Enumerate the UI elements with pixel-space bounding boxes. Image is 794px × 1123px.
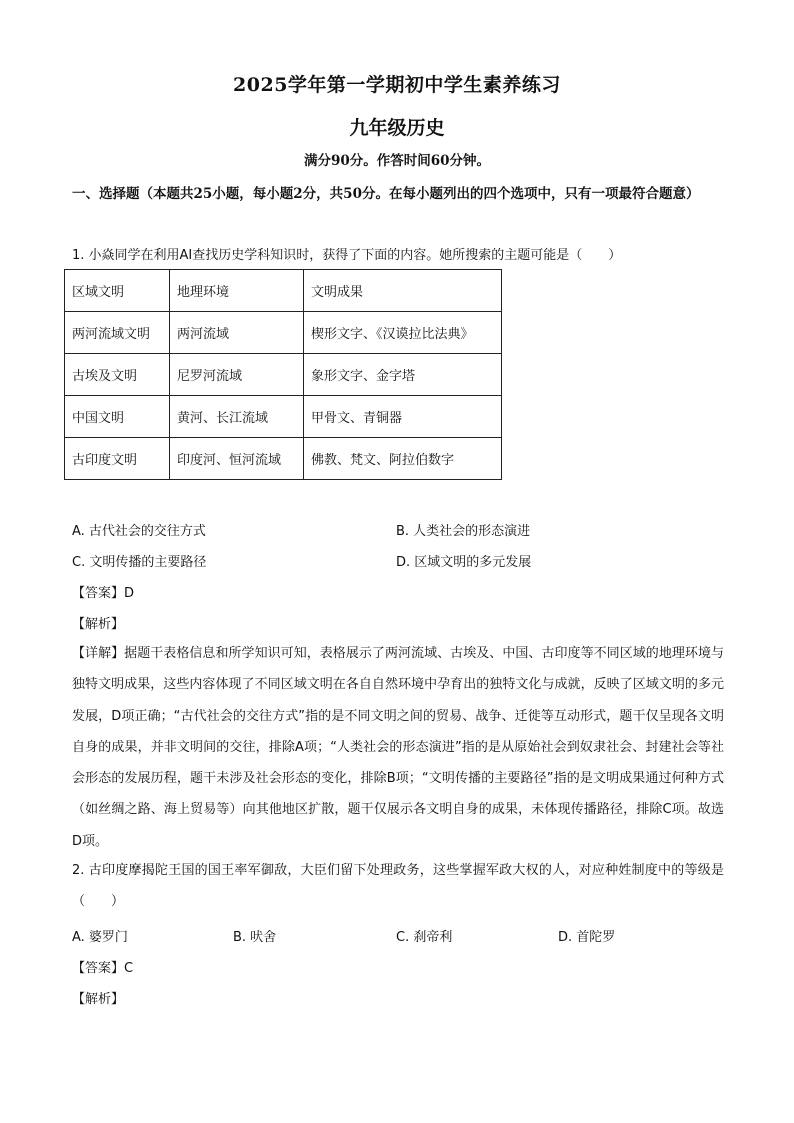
question-2-stem: 2. 古印度摩揭陀王国的国王率军御敌，大臣们留下处理政务，这些掌握军政大权的人，对应种姓制度中的等级是（ ）: [72, 863, 724, 910]
q2-option-b: B. 吠舍: [233, 930, 277, 945]
civilization-table: [64, 269, 502, 480]
table-cell: 中国文明: [65, 396, 170, 438]
q2-option-a: A. 婆罗门: [72, 930, 128, 945]
table-cell: 甲骨文、青铜器: [304, 396, 502, 438]
q1-option-d: D. 区域文明的多元发展: [396, 555, 532, 570]
q1-option-b: B. 人类社会的形态演进: [396, 524, 531, 539]
question-1-stem: 1. 小焱同学在利用AI查找历史学科知识时，获得了下面的内容。她所搜索的主题可能是（ ）: [72, 248, 622, 263]
q2-option-c: C. 刹帝利: [396, 930, 453, 945]
table-cell: 象形文字、金字塔: [304, 354, 502, 396]
table-row: [65, 438, 502, 480]
table-header-cell: 文明成果: [304, 270, 502, 312]
subject-title: 九年级历史: [349, 117, 445, 139]
table-cell: 两河流域文明: [65, 312, 170, 354]
table-cell: 佛教、梵文、阿拉伯数字: [304, 438, 502, 480]
table-header-cell: 区域文明: [65, 270, 170, 312]
table-cell: 古埃及文明: [65, 354, 170, 396]
q2-answer: 【答案】C: [72, 961, 134, 976]
q1-answer: 【答案】D: [72, 586, 135, 601]
table-row: [65, 396, 502, 438]
q2-analysis-label: 【解析】: [72, 992, 125, 1007]
table-cell: 黄河、长江流域: [170, 396, 304, 438]
table-row: [65, 312, 502, 354]
q1-option-a: A. 古代社会的交往方式: [72, 524, 206, 539]
q1-explanation: 【详解】据题干表格信息和所学知识可知，表格展示了两河流域、古埃及、中国、古印度等不同区域的地理环境与独特文明成果，这些内容体现了不同区域文明在各自自然环境中孕育出的独特文化与成就，反映了区域文明的多元发展，D项正确；“古代社会的交往方式”指的是不同文明之间的贸易、战争、迁徙等互动形式，题干仅呈现各文明自身的成果，并非文明间的交往，排除A项；“人类社会的形态演进”指的是从原始社会到奴隶社会、封建社会等社会形态的发展历程，题干未涉及社会形态的变化，排除B项；“文明传播的主要路径”指的是文明成果通过何种方式（如丝绸之路、海上贸易等）向其他地区扩散，题干仅展示各文明自身的成果，未体现传播路径，排除C项。故选D项。: [72, 646, 724, 849]
exam-info: 满分90分。作答时间60分钟。: [303, 153, 491, 169]
table-cell: 尼罗河流域: [170, 354, 304, 396]
table-header-cell: 地理环境: [170, 270, 304, 312]
table-row: [65, 354, 502, 396]
table-cell: 楔形文字、《汉谟拉比法典》: [304, 312, 502, 354]
section-heading: 一、选择题（本题共25小题，每小题2分，共50分。在每小题列出的四个选项中，只有一项最符合题意）: [72, 186, 700, 202]
table-cell: 印度河、恒河流域: [170, 438, 304, 480]
table-cell: 古印度文明: [65, 438, 170, 480]
table-cell: 两河流域: [170, 312, 304, 354]
q2-option-d: D. 首陀罗: [558, 930, 616, 945]
exam-title: 2025学年第一学期初中学生素养练习: [233, 74, 561, 96]
table-header-row: [65, 270, 502, 312]
q1-analysis-label: 【解析】: [72, 617, 125, 632]
q1-option-c: C. 文明传播的主要路径: [72, 555, 207, 570]
